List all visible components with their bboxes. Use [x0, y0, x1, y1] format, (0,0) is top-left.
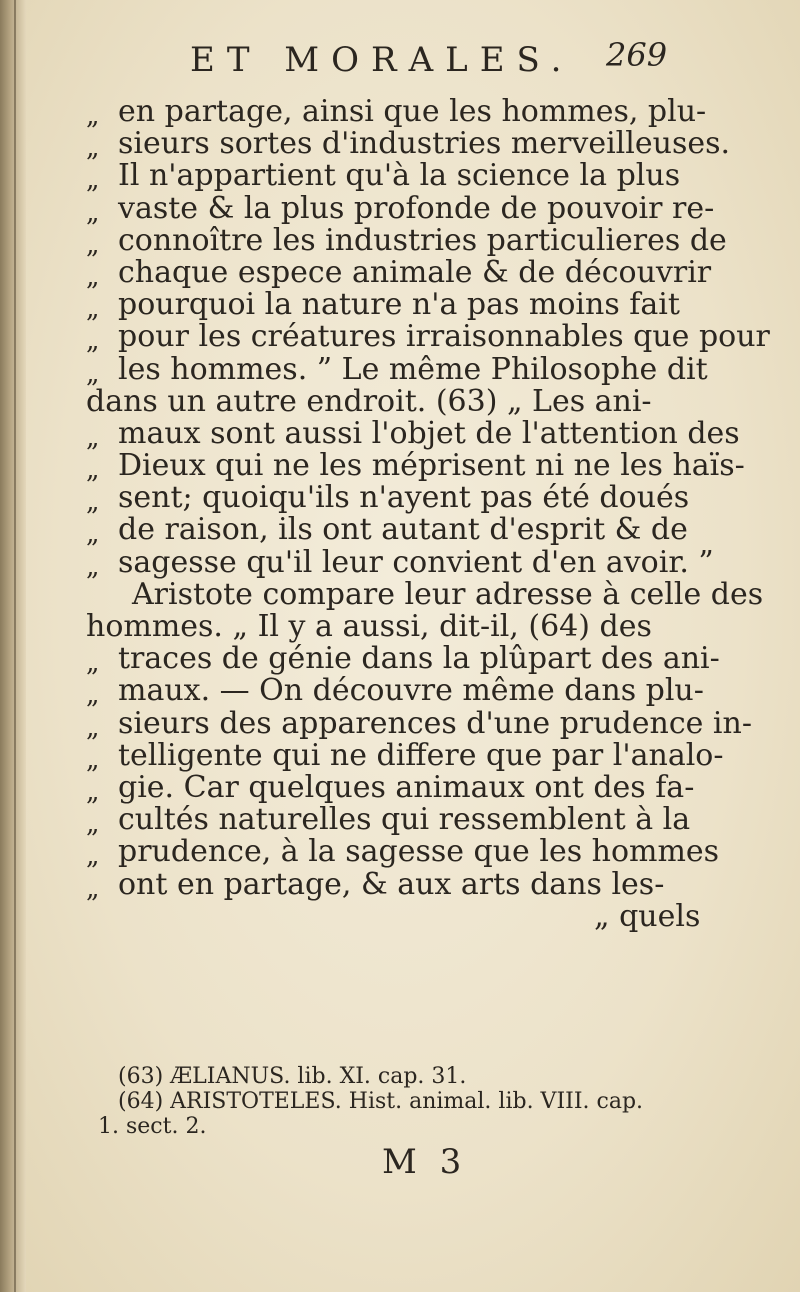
footnote-text: 1. sect. 2. [98, 1114, 207, 1139]
text-line [0, 94, 800, 131]
line-text: maux. — On découvre même dans plu- [118, 673, 704, 709]
quote-mark: „ [86, 101, 100, 131]
text-line [0, 190, 800, 228]
line-text: les hommes. ” Le même Philosophe dit [118, 351, 708, 387]
line-text: dans un autre endroit. (63) „ Les ani- [86, 383, 652, 419]
quote-mark: „ [86, 197, 100, 228]
text-line [0, 319, 800, 357]
quote-mark: „ [86, 455, 100, 486]
line-text: maux sont aussi l'objet de l'attention des [118, 415, 740, 451]
text-line [0, 866, 800, 904]
signature-mark: M 3 [382, 1142, 468, 1182]
quote-mark: „ [86, 487, 100, 518]
line-text: traces de génie dans la plûpart des ani- [118, 641, 720, 677]
footnote-text: (64) ARISTOTELES. Hist. animal. lib. VIII. cap. [118, 1089, 644, 1114]
body-text [0, 96, 800, 933]
line-text: cultés naturelles qui ressemblent à la [118, 802, 691, 838]
quote-mark: „ [86, 776, 100, 807]
line-text: sieurs sortes d'industries merveilleuses. [118, 126, 731, 162]
footnotes [0, 1064, 800, 1139]
line-text: sagesse qu'il leur convient d'en avoir. ” [118, 544, 714, 580]
text-line [0, 802, 800, 840]
text-line [0, 611, 800, 643]
line-text: connoître les industries particulieres de [118, 222, 727, 258]
quote-mark: „ [86, 165, 100, 196]
quote-mark: „ [86, 358, 100, 389]
page-number: 269 [606, 36, 668, 74]
line-text: „ quels [594, 898, 701, 934]
text-line [0, 898, 800, 934]
text-line [0, 383, 800, 419]
line-text: Il n'appartient qu'à la science la plus [118, 158, 681, 194]
line-text: de raison, ils ont autant d'esprit & de [118, 512, 688, 548]
line-text: hommes. „ Il y a aussi, dit-il, (64) des [86, 609, 652, 644]
text-line [0, 705, 800, 743]
line-text: sieurs des apparences d'une prudence in- [118, 705, 752, 741]
quote-mark: „ [86, 873, 100, 904]
line-text: vaste & la plus profonde de pouvoir re- [118, 190, 715, 226]
text-line [0, 641, 800, 679]
quote-mark: „ [86, 744, 100, 775]
text-line [0, 480, 800, 518]
footnote [0, 1089, 800, 1114]
text-line [0, 737, 800, 775]
text-line [0, 673, 800, 711]
running-head: ET MORALES. [190, 40, 574, 80]
line-text: telligente qui ne differe que par l'analo- [118, 737, 724, 773]
quote-mark: „ [86, 551, 100, 582]
quote-mark: „ [86, 229, 100, 260]
quote-mark: „ [86, 519, 100, 550]
footnote [0, 1064, 800, 1089]
quote-mark: „ [86, 841, 100, 872]
quote-mark: „ [86, 133, 100, 164]
text-line [0, 512, 800, 550]
text-line [0, 351, 800, 389]
line-text: Dieux qui ne les méprisent ni ne les haïs- [118, 448, 745, 484]
text-line [0, 222, 800, 260]
text-line [0, 769, 800, 807]
text-line [0, 126, 800, 164]
text-line [0, 254, 800, 292]
line-text: gie. Car quelques animaux ont des fa- [118, 769, 695, 805]
quote-mark: „ [86, 712, 100, 743]
footnote [0, 1114, 800, 1139]
line-text: sent; quoiqu'ils n'ayent pas été doués [118, 480, 690, 516]
footnote-text: (63) ÆLIANUS. lib. XI. cap. 31. [118, 1064, 467, 1089]
text-line [0, 287, 800, 325]
quote-mark: „ [86, 326, 100, 357]
quote-mark: „ [86, 294, 100, 325]
text-line [0, 834, 800, 872]
line-text: pourquoi la nature n'a pas moins fait [118, 287, 680, 323]
text-line [0, 576, 800, 612]
quote-mark: „ [86, 680, 100, 711]
line-text: en partage, ainsi que les hommes, plu- [118, 94, 707, 129]
text-line [0, 415, 800, 453]
quote-mark: „ [86, 261, 100, 292]
text-line [0, 448, 800, 486]
line-text: pour les créatures irraisonnables que pour [118, 319, 770, 355]
quote-mark: „ [86, 422, 100, 453]
quote-mark: „ [86, 648, 100, 679]
line-text: ont en partage, & aux arts dans les- [118, 866, 665, 902]
line-text: chaque espece animale & de découvrir [118, 254, 712, 290]
line-text: Aristote compare leur adresse à celle des [132, 576, 764, 612]
text-line [0, 158, 800, 196]
line-text: prudence, à la sagesse que les hommes [118, 834, 720, 870]
quote-mark: „ [86, 809, 100, 840]
text-line [0, 544, 800, 582]
